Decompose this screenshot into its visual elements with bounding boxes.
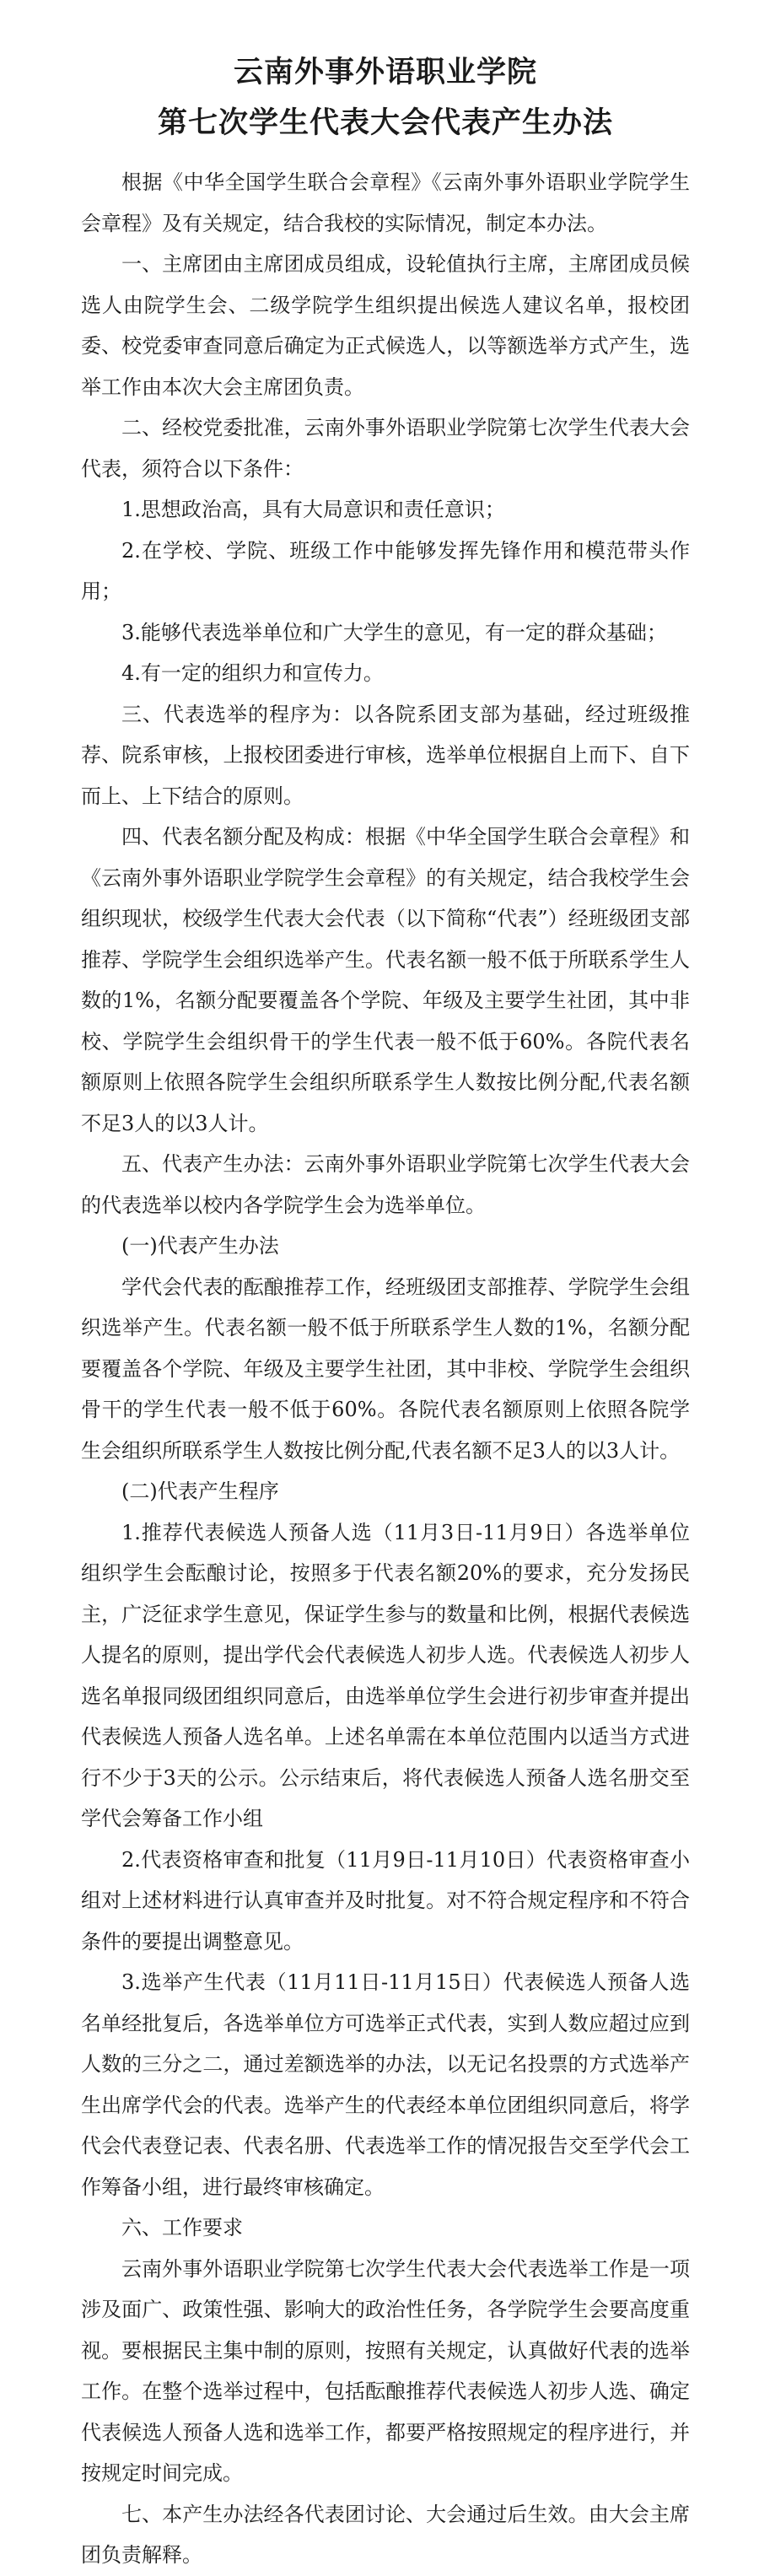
paragraph-5-1-body: 学代会代表的酝酿推荐工作，经班级团支部推荐、学院学生会组织选举产生。代表名额一般不低于所联系学生人数的1%，名额分配要覆盖各个学院、年级及主要学生社团，其中非校、学院学生会组织骨干的学生代表一般不低于60%。各院代表名额原则上依照各院学生会组织所联系学生人数按比例分配,代表名额不足3人的以3人计。	[81, 1275, 690, 1463]
subheading-5-1: (一)代表产生办法	[121, 1234, 279, 1258]
paragraph-section-2: 二、经校党委批准，云南外事外语职业学院第七次学生代表大会代表，须符合以下条件：	[81, 416, 690, 481]
document-title-line-1: 云南外事外语职业学院	[233, 55, 537, 89]
paragraph-condition-1: 1.思想政治高，具有大局意识和责任意识；	[121, 498, 505, 521]
paragraph-condition-4: 4.有一定的组织力和宣传力。	[121, 661, 384, 685]
paragraph-condition-2: 2.在学校、学院、班级工作中能够发挥先锋作用和模范带头作用；	[81, 538, 690, 603]
paragraph-section-3: 三、代表选举的程序为：以各院系团支部为基础，经过班级推荐、院系审核，上报校团委进行审核，选举单位根据自上而下、自下而上、上下结合的原则。	[81, 702, 690, 808]
paragraph-procedure-3: 3.选举产生代表（11月11日-11月15日）代表候选人预备人选名单经批复后，各选举单位方可选举正式代表，实到人数应超过应到人数的三分之二，通过差额选举的办法，以无记名投票的方式选举产生出席学代会的代表。选举产生的代表经本单位团组织同意后，将学代会代表登记表、代表名册、代表选举工作的情况报告交至学代会工作筹备小组，进行最终审核确定。	[81, 1970, 690, 2199]
document-title-line-2: 第七次学生代表大会代表产生办法	[157, 105, 613, 140]
paragraph-preamble: 根据《中华全国学生联合会章程》《云南外事外语职业学院学生会章程》及有关规定，结合我校的实际情况，制定本办法。	[81, 170, 690, 235]
paragraph-procedure-1: 1.推荐代表候选人预备人选（11月3日-11月9日）各选举单位组织学生会酝酿讨论，按照多于代表名额20%的要求，充分发扬民主，广泛征求学生意见，保证学生参与的数量和比例，根据代表候选人提名的原则，提出学代会代表候选人初步人选。代表候选人初步人选名单报同级团组织同意后，由选举单位学生会进行初步审查并提出代表候选人预备人选名单。上述名单需在本单位范围内以适当方式进行不少于3天的公示。公示结束后，将代表候选人预备人选名册交至学代会筹备工作小组	[81, 1520, 690, 1830]
subheading-section-6: 六、工作要求	[121, 2216, 243, 2239]
paragraph-section-7: 七、本产生办法经各代表团讨论、大会通过后生效。由大会主席团负责解释。	[81, 2502, 690, 2567]
title-block	[81, 47, 690, 148]
subheading-5-2: (二)代表产生程序	[121, 1479, 279, 1503]
document-body	[81, 162, 690, 2576]
paragraph-condition-3: 3.能够代表选举单位和广大学生的意见，有一定的群众基础；	[121, 620, 667, 644]
paragraph-section-6-body: 云南外事外语职业学院第七次学生代表大会代表选举工作是一项涉及面广、政策性强、影响大的政治性任务，各学院学生会要高度重视。要根据民主集中制的原则，按照有关规定，认真做好代表的选举工作。在整个选举过程中，包括酝酿推荐代表候选人初步人选、确定代表候选人预备人选和选举工作，都要严格按照规定的程序进行，并按规定时间完成。	[81, 2256, 690, 2485]
paragraph-section-1: 一、主席团由主席团成员组成，设轮值执行主席，主席团成员候选人由院学生会、二级学院学生组织提出候选人建议名单，报校团委、校党委审查同意后确定为正式候选人，以等额选举方式产生，选举工作由本次大会主席团负责。	[81, 252, 690, 399]
paragraph-procedure-2: 2.代表资格审查和批复（11月9日-11月10日）代表资格审查小组对上述材料进行认真审查并及时批复。对不符合规定程序和不符合条件的要提出调整意见。	[81, 1847, 690, 1954]
paragraph-section-4: 四、代表名额分配及构成：根据《中华全国学生联合会章程》和《云南外事外语职业学院学生会章程》的有关规定，结合我校学生会组织现状，校级学生代表大会代表（以下简称“代表”）经班级团支部推荐、学院学生会组织选举产生。代表名额一般不低于所联系学生人数的1%，名额分配要覆盖各个学院、年级及主要学生社团，其中非校、学院学生会组织骨干的学生代表一般不低于60%。各院代表名额原则上依照各院学生会组织所联系学生人数按比例分配,代表名额不足3人的以3人计。	[81, 825, 690, 1135]
paragraph-section-5: 五、代表产生办法：云南外事外语职业学院第七次学生代表大会的代表选举以校内各学院学生会为选举单位。	[81, 1152, 690, 1217]
